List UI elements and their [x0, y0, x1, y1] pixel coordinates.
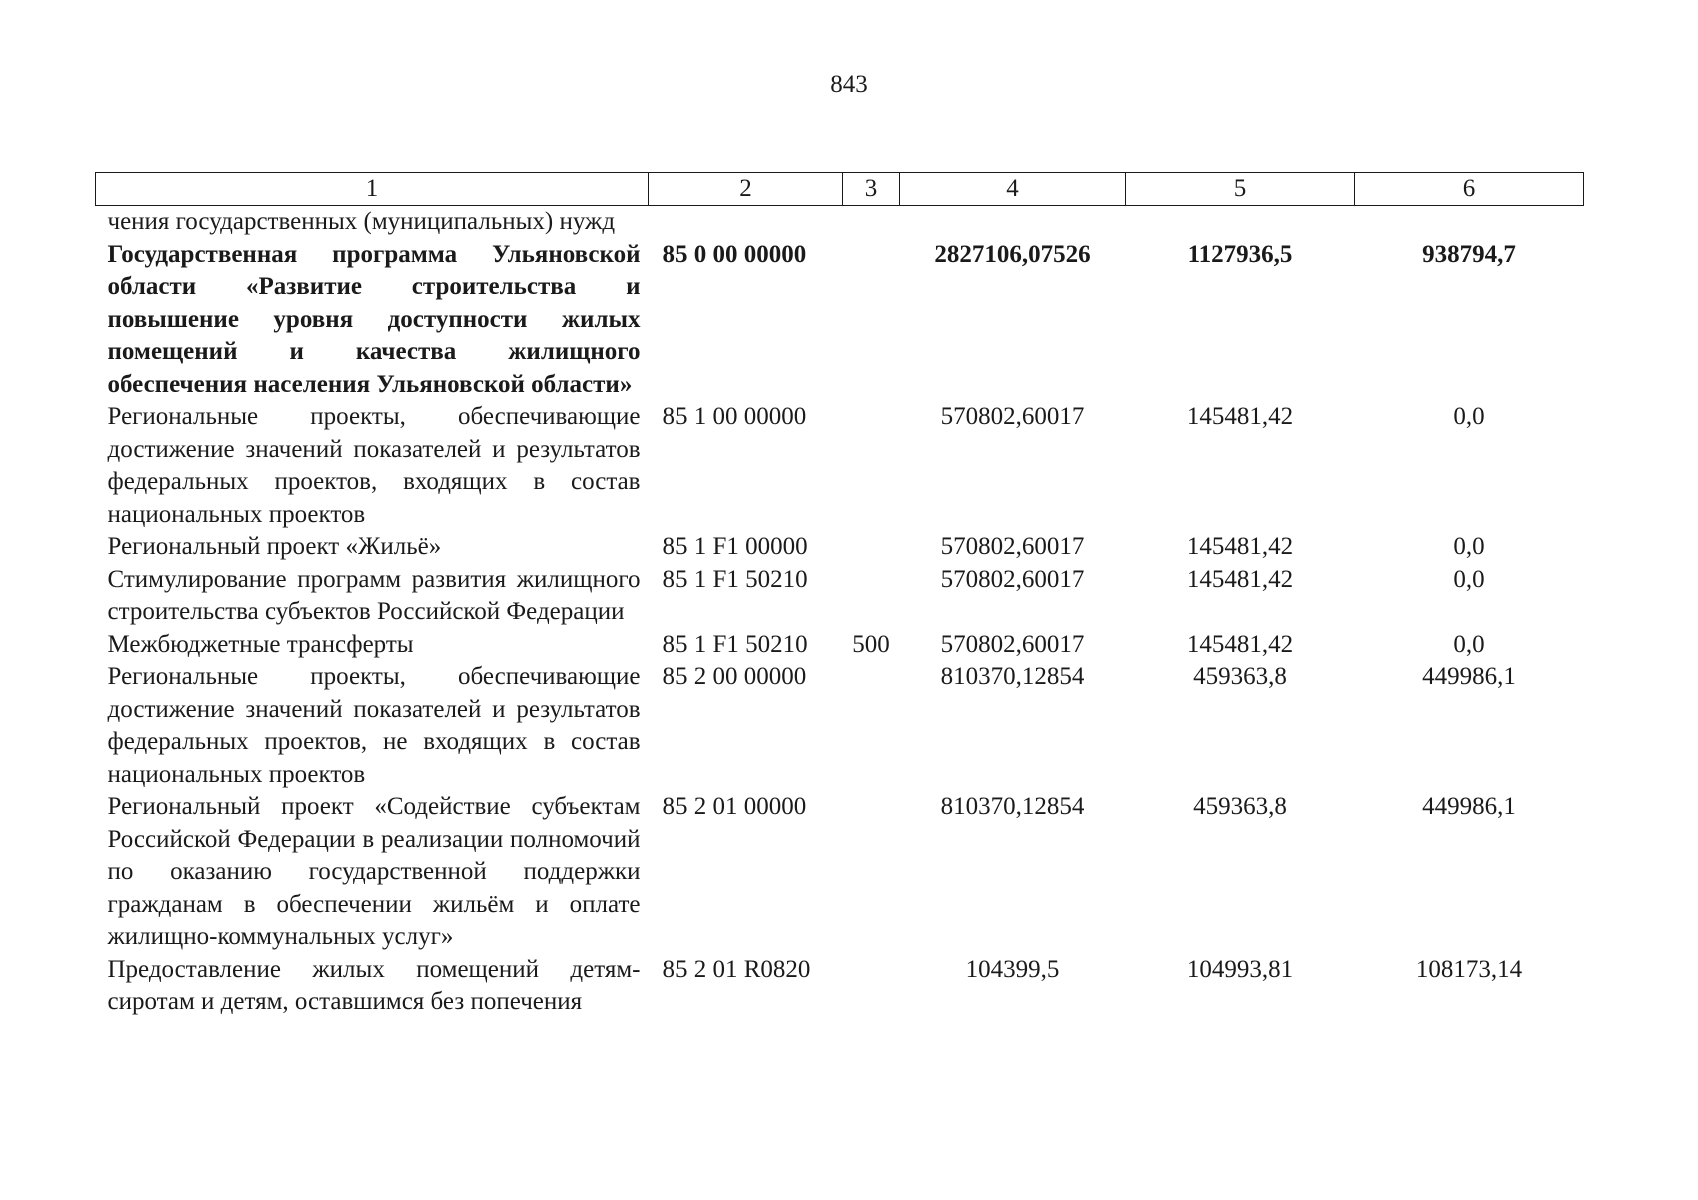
row-type [843, 206, 900, 239]
table-row [96, 239, 1584, 402]
table-row [96, 954, 1584, 1019]
row-value-6: 938794,7 [1422, 240, 1516, 268]
row-code: 85 1 F1 50210 [662, 630, 808, 658]
row-value-4: 570802,60017 [940, 533, 1085, 560]
row-value-5: 459363,8 [1193, 663, 1287, 690]
row-value-5: 145481,42 [1186, 403, 1294, 430]
row-code: 85 2 01 00000 [662, 793, 807, 820]
table-row [96, 206, 1584, 239]
row-value-6: 0,0 [1453, 403, 1485, 430]
row-value-4: 570802,60017 [940, 403, 1085, 430]
row-value-6 [1355, 206, 1584, 239]
row-type [843, 401, 900, 531]
row-value-6: 0,0 [1453, 533, 1485, 560]
row-type [843, 531, 900, 564]
table-row [96, 661, 1584, 791]
row-name: Региональный проект «Содействие субъектам Российской Федерации в реализации полномочий по оказанию государственной поддержки гражданам в обеспечении жильём и оплате жилищно-коммунальных услуг» [107, 793, 641, 950]
row-code: 85 2 01 R0820 [662, 955, 811, 983]
row-value-5: 145481,42 [1186, 630, 1294, 658]
page-number: 843 [830, 71, 868, 98]
row-value-5: 1127936,5 [1187, 240, 1293, 268]
row-value-5: 145481,42 [1186, 533, 1294, 560]
row-code: 85 1 00 00000 [662, 403, 807, 430]
row-value-6: 0,0 [1453, 565, 1485, 593]
row-value-6: 449986,1 [1422, 663, 1516, 690]
row-value-4: 810370,12854 [940, 793, 1085, 820]
row-value-6: 449986,1 [1422, 793, 1516, 820]
column-header-2: 2 [649, 173, 843, 206]
row-type: 500 [852, 630, 890, 658]
row-value-4 [900, 206, 1126, 239]
row-type [843, 954, 900, 1019]
row-value-5: 104993,81 [1186, 955, 1294, 983]
row-name: Региональный проект «Жильё» [107, 533, 442, 560]
row-value-4: 810370,12854 [940, 663, 1085, 690]
row-value-4: 104399,5 [965, 955, 1060, 983]
row-value-5 [1126, 206, 1355, 239]
row-type [843, 239, 900, 402]
row-name: Предоставление жилых помещений детям-сиротам и детям, оставшимся без попечения [107, 955, 641, 1015]
row-type [843, 661, 900, 791]
row-code: 85 1 F1 00000 [662, 533, 808, 560]
column-header-3: 3 [843, 173, 900, 206]
row-value-5: 459363,8 [1193, 793, 1287, 820]
table-header [96, 173, 1584, 206]
table-row [96, 564, 1584, 629]
table-row [96, 629, 1584, 662]
row-value-4: 570802,60017 [940, 630, 1085, 658]
row-type [843, 564, 900, 629]
row-name: Региональные проекты, обеспечивающие достижение значений показателей и результатов федеральных проектов, не входящих в состав национальных проектов [107, 663, 641, 788]
column-header-4: 4 [900, 173, 1126, 206]
row-code [649, 206, 843, 239]
row-code: 85 2 00 00000 [662, 663, 807, 690]
row-name: Региональные проекты, обеспечивающие достижение значений показателей и результатов федеральных проектов, входящих в состав национальных проектов [107, 403, 641, 528]
row-name: чения государственных (муниципальных) нужд [107, 208, 616, 235]
row-code: 85 1 F1 50210 [662, 565, 808, 593]
table-row [96, 531, 1584, 564]
row-code: 85 0 00 00000 [662, 240, 807, 268]
row-value-6: 0,0 [1453, 630, 1485, 658]
row-value-4: 2827106,07526 [934, 240, 1091, 268]
row-type [843, 791, 900, 954]
table-body [96, 206, 1584, 1019]
table-row [96, 401, 1584, 531]
row-value-5: 145481,42 [1186, 565, 1294, 593]
row-value-6: 108173,14 [1415, 955, 1523, 983]
header-row [96, 173, 1584, 206]
row-name: Межбюджетные трансферты [107, 630, 414, 658]
column-header-6: 6 [1355, 173, 1584, 206]
budget-table [95, 172, 1584, 1019]
table-row [96, 791, 1584, 954]
column-header-5: 5 [1126, 173, 1355, 206]
column-header-1: 1 [96, 173, 649, 206]
row-name: Стимулирование программ развития жилищного строительства субъектов Российской Федерации [107, 565, 641, 625]
row-name: Государственная программа Ульяновской области «Развитие строительства и повышение уровня доступности жилых помещений и качества жилищного обеспечения населения Ульяновской области» [107, 240, 641, 398]
row-value-4: 570802,60017 [940, 565, 1085, 593]
